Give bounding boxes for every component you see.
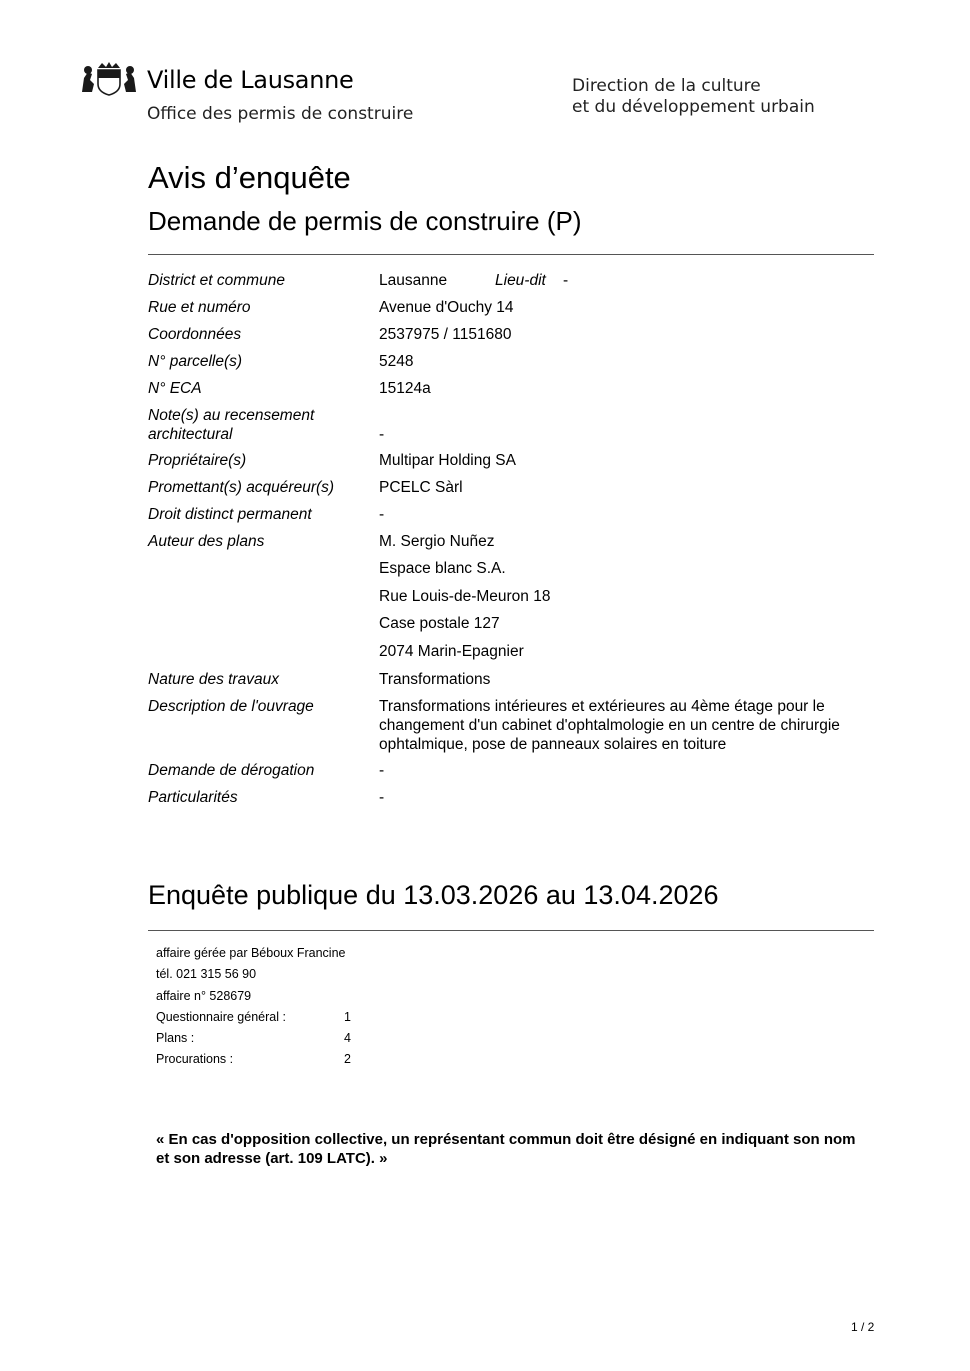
parcelle-label: N° parcelle(s) — [148, 353, 243, 370]
droit-value: - — [379, 506, 385, 523]
description-value: Transformations intérieures et extérieures au 4ème étage pour le changement d'un cabinet d'ophtalmologie en un centre de chirurgie ophtalmique, pose de panneaux solaires en toiture — [379, 698, 840, 753]
procurations-count: 2 — [344, 1052, 351, 1066]
page-number: 1 / 2 — [851, 1320, 875, 1334]
auteur-line: Rue Louis-de-Meuron 18 — [379, 588, 551, 605]
derogation-value: - — [379, 762, 385, 779]
collective-opposition-notice: « En cas d'opposition collective, un représentant commun doit être désigné en indiquant son nom et son adresse (art. 109 LATC). » — [156, 1131, 856, 1167]
auteur-line: Espace blanc S.A. — [379, 560, 506, 577]
questionnaire-label: Questionnaire général : — [156, 1010, 286, 1024]
parcelle-value: 5248 — [379, 353, 414, 370]
promettant-value: PCELC Sàrl — [379, 479, 463, 496]
note-value: - — [379, 426, 385, 443]
proprietaire-label: Propriétaire(s) — [148, 452, 247, 469]
nature-label: Nature des travaux — [148, 671, 279, 688]
coord-value: 2537975 / 1151680 — [379, 326, 512, 343]
enquete-heading: Enquête publique du 13.03.2026 au 13.04.2026 — [148, 880, 719, 910]
city-name: Ville de Lausanne — [147, 66, 354, 94]
title-divider — [148, 254, 874, 255]
lieudit-value: - — [563, 272, 569, 289]
telephone-text: tél. 021 315 56 90 — [156, 967, 257, 981]
auteur-line: 2074 Marin-Epagnier — [379, 643, 524, 660]
plans-label: Plans : — [156, 1031, 195, 1045]
rue-label: Rue et numéro — [148, 299, 251, 316]
direction-name — [572, 76, 815, 118]
promettant-label: Promettant(s) acquéreur(s) — [148, 479, 335, 496]
eca-label: N° ECA — [148, 380, 202, 397]
eca-value: 15124a — [379, 380, 431, 397]
coord-label: Coordonnées — [148, 326, 242, 343]
affaire-number-text: affaire n° 528679 — [156, 989, 252, 1003]
particularites-label: Particularités — [148, 789, 238, 806]
procurations-label: Procurations : — [156, 1052, 234, 1066]
page-title: Avis d’enquête — [148, 160, 351, 195]
enquete-divider — [148, 930, 874, 931]
description-label: Description de l'ouvrage — [148, 698, 314, 715]
auteur-line: M. Sergio Nuñez — [379, 533, 495, 550]
district-label: District et commune — [148, 272, 285, 289]
page-subtitle: Demande de permis de construire (P) — [148, 206, 582, 236]
lieudit-label: Lieu-dit — [495, 272, 546, 289]
derogation-label: Demande de dérogation — [148, 762, 315, 779]
note-label-line-2: architectural — [148, 426, 233, 443]
direction-line-1: Direction de la culture — [572, 76, 761, 96]
note-label-line-1: Note(s) au recensement — [148, 407, 315, 424]
lausanne-coat-of-arms-logo — [80, 62, 138, 96]
droit-label: Droit distinct permanent — [148, 506, 312, 523]
plans-count: 4 — [344, 1031, 351, 1045]
auteur-label: Auteur des plans — [148, 533, 265, 550]
rue-value: Avenue d'Ouchy 14 — [379, 299, 514, 316]
nature-value: Transformations — [379, 671, 491, 688]
particularites-value: - — [379, 789, 385, 806]
district-value: Lausanne — [379, 272, 448, 289]
gere-par-text: affaire gérée par Béboux Francine — [156, 946, 346, 960]
auteur-line: Case postale 127 — [379, 615, 500, 632]
direction-line-2: et du développement urbain — [572, 97, 815, 117]
office-name: Office des permis de construire — [147, 104, 414, 124]
proprietaire-value: Multipar Holding SA — [379, 452, 516, 469]
questionnaire-count: 1 — [344, 1010, 351, 1024]
